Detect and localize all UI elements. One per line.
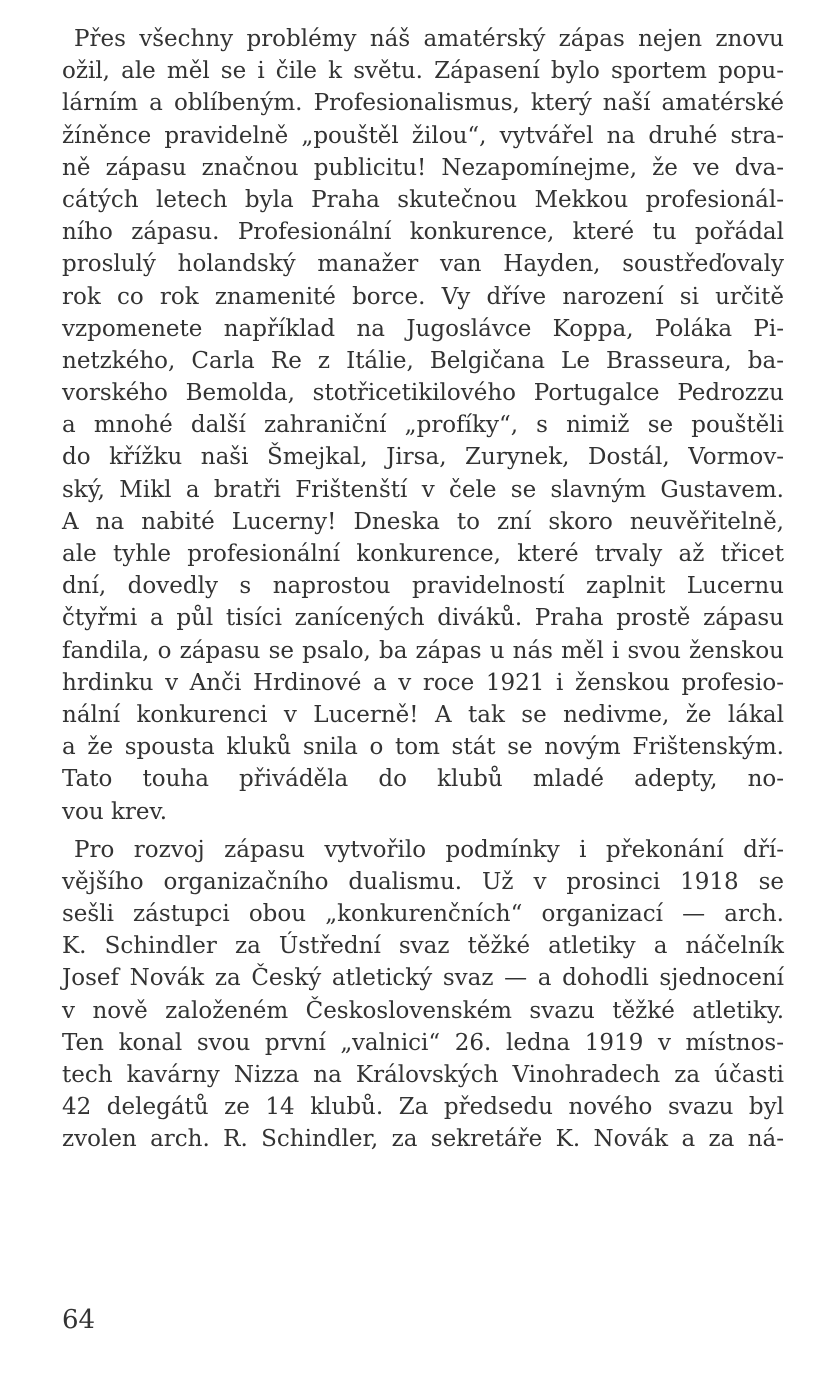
text-line: do křížku naši Šmejkal, Jirsa, Zurynek, Dostál, Vormov-	[62, 444, 784, 471]
text-line: Přes všechny problémy náš amatérský zápas nejen znovu	[74, 26, 784, 52]
text-line: Josef Novák za Český atletický svaz — a dohodli sjednocení	[62, 965, 784, 992]
text-line: cátých letech byla Praha skutečnou Mekkou profesionál-	[62, 186, 784, 213]
text-line: lárním a oblíbeným. Profesionalismus, který naší amatérské	[62, 90, 784, 117]
text-line: fandila, o zápasu se psalo, ba zápas u nás měl i svou ženskou	[62, 637, 784, 664]
text-line: 42 delegátů ze 14 klubů. Za předsedu nového svazu byl	[62, 1094, 784, 1121]
text-line: netzkého, Carla Re z Itálie, Belgičana Le Brasseura, ba-	[62, 347, 784, 374]
text-line: rok co rok znamenité borce. Vy dříve narození si určitě	[62, 283, 784, 310]
text-line: nální konkurenci v Lucerně! A tak se nedivme, že lákal	[62, 701, 784, 728]
text-line: K. Schindler za Ústřední svaz těžké atletiky a náčelník	[62, 933, 784, 960]
text-line: ního zápasu. Profesionální konkurence, které tu pořádal	[62, 219, 784, 246]
text-line: zvolen arch. R. Schindler, za sekretáře K. Novák a za ná-	[62, 1126, 784, 1153]
text-line: žíněnce pravidelně „pouštěl žilou“, vytvářel na druhé stra-	[62, 122, 784, 149]
text-line: tech kavárny Nizza na Královských Vinohradech za účasti	[62, 1062, 784, 1088]
text-line: Tato touha přiváděla do klubů mladé adepty, no-	[62, 766, 784, 793]
text-line: proslulý holandský manažer van Hayden, soustřeďovaly	[62, 251, 784, 278]
text-line: dní, dovedly s naprostou pravidelností zaplnit Lucernu	[62, 573, 784, 600]
paragraph-2	[62, 834, 784, 1156]
text-line: v nově založeném Československém svazu těžké atletiky.	[62, 997, 784, 1024]
text-line: ský, Mikl a bratři Frištenští v čele se slavným Gustavem.	[62, 476, 784, 503]
page-number: 64	[62, 1305, 96, 1335]
text-line: ožil, ale měl se i čile k světu. Zápasení bylo sportem popu-	[62, 58, 784, 85]
text-line: hrdinku v Anči Hrdinové a v roce 1921 i ženskou profesio-	[62, 669, 784, 696]
text-line: a mnohé další zahraniční „profíky“, s nimiž se pouštěli	[62, 412, 784, 439]
text-line: vějšího organizačního dualismu. Už v prosinci 1918 se	[62, 868, 784, 895]
paragraph-1	[62, 23, 784, 828]
text-line: vorského Bemolda, stotřicetikilového Portugalce Pedrozzu	[62, 380, 784, 407]
text-line: vzpomenete například na Jugoslávce Koppa, Poláka Pi-	[62, 315, 784, 342]
text-line: Pro rozvoj zápasu vytvořilo podmínky i překonání dří-	[74, 836, 784, 863]
text-line: ale tyhle profesionální konkurence, které trvaly až třicet	[62, 541, 784, 567]
text-line: vou krev.	[62, 798, 168, 825]
body-text	[62, 23, 784, 1156]
text-line: A na nabité Lucerny! Dneska to zní skoro neuvěřitelně,	[62, 508, 784, 535]
text-line: a že spousta kluků snila o tom stát se novým Frištenským.	[62, 734, 784, 761]
text-line: ně zápasu značnou publicitu! Nezapomínejme, že ve dva-	[62, 154, 784, 181]
text-line: Ten konal svou první „valnici“ 26. ledna 1919 v místnos-	[62, 1029, 784, 1056]
text-line: sešli zástupci obou „konkurenčních“ organizací — arch.	[62, 901, 784, 928]
text-line: čtyřmi a půl tisíci zanícených diváků. Praha prostě zápasu	[62, 605, 784, 632]
